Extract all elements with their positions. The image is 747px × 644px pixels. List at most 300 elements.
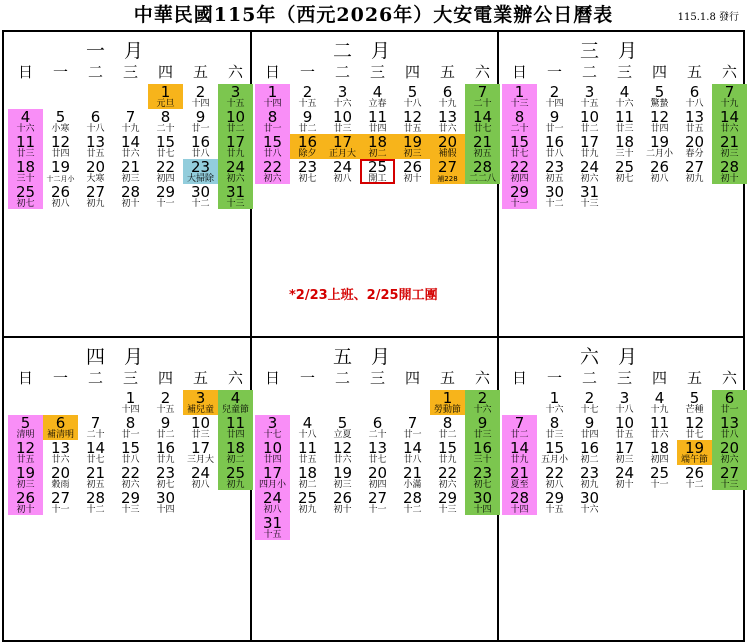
lunar-label: 廿九 xyxy=(580,149,599,159)
month-title-text: 一 月 xyxy=(86,40,144,62)
day-cell xyxy=(430,159,465,184)
lunar-label: 十六 xyxy=(16,124,35,134)
day-number: 11 xyxy=(614,109,635,126)
day-number: 19 xyxy=(50,159,71,176)
day-cell xyxy=(677,465,712,490)
day-cell xyxy=(183,390,218,415)
lunar-label: 初二 xyxy=(298,480,317,490)
day-cell xyxy=(113,390,148,415)
lunar-label: 芒種 xyxy=(685,405,704,415)
lunar-label: 十七 xyxy=(263,430,282,440)
day-number: 6 xyxy=(724,390,735,407)
lunar-label: 廿六 xyxy=(51,455,70,465)
weekday-header: 日 xyxy=(264,369,280,387)
lunar-label: 廿三 xyxy=(191,430,210,440)
lunar-label: 十五 xyxy=(226,99,245,109)
lunar-label: 廿二 xyxy=(298,124,317,134)
day-number: 1 xyxy=(442,390,453,407)
lunar-label: 十六 xyxy=(333,99,352,109)
day-cell xyxy=(43,109,78,134)
month-title-text: 六 月 xyxy=(580,346,638,368)
day-cell xyxy=(218,415,253,440)
day-number: 9 xyxy=(160,415,171,432)
lunar-label: 初二 xyxy=(226,455,245,465)
lunar-label: 初三 xyxy=(333,480,352,490)
day-number: 26 xyxy=(684,465,705,482)
day-cell xyxy=(537,84,572,109)
day-number: 10 xyxy=(579,109,600,126)
day-number: 30 xyxy=(190,184,211,201)
lunar-label: 十二 xyxy=(191,199,210,209)
day-cell xyxy=(148,159,183,184)
lunar-label: 初二 xyxy=(580,455,599,465)
day-cell xyxy=(607,134,642,159)
day-cell xyxy=(502,184,537,209)
lunar-label: 廿三 xyxy=(16,149,35,159)
day-cell xyxy=(8,440,43,465)
calendar-grid xyxy=(2,30,745,642)
day-cell xyxy=(148,465,183,490)
day-cell xyxy=(325,415,360,440)
lunar-label: 初六 xyxy=(720,455,739,465)
day-number: 15 xyxy=(437,440,458,457)
lunar-label: 十九 xyxy=(720,99,739,109)
day-cell xyxy=(395,134,430,159)
lunar-label: 初四 xyxy=(650,455,669,465)
weekday-header: 一 xyxy=(299,369,315,387)
weekday-header: 六 xyxy=(474,369,490,387)
day-number: 5 xyxy=(407,84,418,101)
lunar-label: 廿四 xyxy=(368,124,387,134)
day-number: 6 xyxy=(55,415,66,432)
day-cell xyxy=(395,465,430,490)
day-number: 4 xyxy=(20,109,31,126)
day-number: 29 xyxy=(437,490,458,507)
lunar-label: 廿四 xyxy=(580,430,599,440)
day-number: 2 xyxy=(160,390,171,407)
day-number: 1 xyxy=(160,84,171,101)
day-number: 14 xyxy=(402,440,423,457)
day-number: 25 xyxy=(614,159,635,176)
lunar-label: 十二 xyxy=(685,480,704,490)
day-cell xyxy=(148,390,183,415)
day-cell xyxy=(148,184,183,209)
day-cell xyxy=(218,390,253,415)
day-number: 27 xyxy=(50,490,71,507)
day-cell xyxy=(642,440,677,465)
lunar-label: 初九 xyxy=(226,480,245,490)
day-cell xyxy=(218,184,253,209)
lunar-label: 三十 xyxy=(473,455,492,465)
day-cell xyxy=(465,440,500,465)
lunar-label: 初六 xyxy=(226,174,245,184)
day-cell xyxy=(290,109,325,134)
day-cell xyxy=(325,440,360,465)
lunar-label: 初九 xyxy=(580,480,599,490)
lunar-label: 初十 xyxy=(121,199,140,209)
day-cell xyxy=(465,490,500,515)
lunar-label: 廿八 xyxy=(403,455,422,465)
day-number: 8 xyxy=(125,415,136,432)
day-number: 10 xyxy=(225,109,246,126)
day-number: 15 xyxy=(262,134,283,151)
month-title xyxy=(502,32,747,62)
day-number: 20 xyxy=(719,440,740,457)
day-cell xyxy=(325,134,360,159)
day-number: 18 xyxy=(225,440,246,457)
day-cell xyxy=(148,490,183,515)
day-cell xyxy=(78,490,113,515)
day-cell xyxy=(537,184,572,209)
day-number: 29 xyxy=(544,490,565,507)
day-number: 18 xyxy=(297,465,318,482)
weekday-header: 五 xyxy=(439,369,455,387)
day-cell xyxy=(502,465,537,490)
lunar-label: 廿六 xyxy=(438,124,457,134)
weekday-header: 四 xyxy=(404,369,420,387)
day-cell xyxy=(677,390,712,415)
day-number: 28 xyxy=(120,184,141,201)
day-cell xyxy=(148,134,183,159)
day-number: 1 xyxy=(267,84,278,101)
day-cell xyxy=(43,159,78,184)
day-cell xyxy=(360,440,395,465)
day-number: 24 xyxy=(262,490,283,507)
day-cell xyxy=(537,159,572,184)
day-cell xyxy=(183,159,218,184)
day-cell xyxy=(395,415,430,440)
lunar-label: 初九 xyxy=(298,505,317,515)
lunar-label: 十三 xyxy=(226,199,245,209)
day-cell xyxy=(183,184,218,209)
day-cell xyxy=(642,109,677,134)
day-number: 13 xyxy=(437,109,458,126)
day-cell xyxy=(183,465,218,490)
day-cell xyxy=(183,440,218,465)
lunar-label: 初七 xyxy=(156,480,175,490)
day-number: 11 xyxy=(649,415,670,432)
day-cell xyxy=(218,84,253,109)
day-number: 5 xyxy=(55,109,66,126)
day-number: 8 xyxy=(442,415,453,432)
lunar-label: 廿九 xyxy=(438,455,457,465)
lunar-label: 補兒童 xyxy=(186,405,214,415)
day-number: 10 xyxy=(190,415,211,432)
lunar-label: 廿二 xyxy=(438,430,457,440)
day-cell xyxy=(430,465,465,490)
day-cell xyxy=(148,84,183,109)
lunar-label: 十四 xyxy=(263,99,282,109)
day-cell xyxy=(325,84,360,109)
day-number: 14 xyxy=(509,440,530,457)
day-cell xyxy=(78,415,113,440)
lunar-label: 廿四 xyxy=(51,149,70,159)
day-cell xyxy=(290,440,325,465)
day-cell xyxy=(537,440,572,465)
day-number: 29 xyxy=(509,184,530,201)
day-number: 19 xyxy=(684,440,705,457)
weekday-header: 五 xyxy=(192,63,208,81)
day-cell xyxy=(607,390,642,415)
lunar-label: 廿二 xyxy=(580,124,599,134)
day-cell xyxy=(430,134,465,159)
day-number: 8 xyxy=(160,109,171,126)
day-cell xyxy=(502,109,537,134)
day-number: 25 xyxy=(649,465,670,482)
day-cell xyxy=(113,490,148,515)
lunar-label: 初九 xyxy=(685,174,704,184)
day-number: 12 xyxy=(332,440,353,457)
day-number: 3 xyxy=(195,390,206,407)
day-number: 3 xyxy=(230,84,241,101)
lunar-label: 補清明 xyxy=(46,430,74,440)
day-cell xyxy=(607,84,642,109)
lunar-label: 初三 xyxy=(615,455,634,465)
day-number: 25 xyxy=(297,490,318,507)
day-cell xyxy=(255,465,290,490)
day-cell xyxy=(113,159,148,184)
weekday-header: 六 xyxy=(721,369,737,387)
day-cell xyxy=(465,134,500,159)
lunar-label: 十四 xyxy=(510,505,529,515)
day-cell xyxy=(113,440,148,465)
lunar-label: 二十 xyxy=(86,430,105,440)
day-number: 22 xyxy=(262,159,283,176)
day-cell xyxy=(395,109,430,134)
weekday-header: 四 xyxy=(404,63,420,81)
lunar-label: 二十 xyxy=(473,99,492,109)
day-cell xyxy=(8,465,43,490)
day-cell xyxy=(572,440,607,465)
day-number: 11 xyxy=(297,440,318,457)
day-cell xyxy=(607,159,642,184)
day-cell xyxy=(183,134,218,159)
day-number: 13 xyxy=(50,440,71,457)
day-number: 28 xyxy=(402,490,423,507)
day-cell xyxy=(43,440,78,465)
day-cell xyxy=(325,465,360,490)
lunar-label: 二十 xyxy=(156,124,175,134)
day-cell xyxy=(465,390,500,415)
lunar-label: 廿七 xyxy=(473,124,492,134)
issue-date: 115.1.8 發行 xyxy=(677,12,739,23)
lunar-label: 十四 xyxy=(473,505,492,515)
lunar-label: 初八 xyxy=(51,199,70,209)
month-title xyxy=(8,32,253,62)
day-cell xyxy=(712,440,747,465)
day-cell xyxy=(78,109,113,134)
day-number: 21 xyxy=(85,465,106,482)
day-cell xyxy=(502,415,537,440)
day-cell xyxy=(218,465,253,490)
day-number: 13 xyxy=(367,440,388,457)
lunar-label: 十八 xyxy=(685,99,704,109)
day-number: 29 xyxy=(155,184,176,201)
weekday-header: 三 xyxy=(616,369,632,387)
day-number: 2 xyxy=(195,84,206,101)
day-number: 21 xyxy=(402,465,423,482)
lunar-label: 小寒 xyxy=(51,124,70,134)
lunar-label: 廿八 xyxy=(545,149,564,159)
day-cell xyxy=(183,415,218,440)
lunar-label: 廿八 xyxy=(191,149,210,159)
weekday-header: 六 xyxy=(227,63,243,81)
lunar-label: 初五 xyxy=(473,149,492,159)
weekday-header: 日 xyxy=(511,369,527,387)
day-number: 11 xyxy=(367,109,388,126)
day-cell xyxy=(430,84,465,109)
month-title xyxy=(255,338,500,368)
lunar-label: 廿六 xyxy=(650,430,669,440)
day-number: 14 xyxy=(85,440,106,457)
day-cell xyxy=(8,415,43,440)
lunar-label: 十八 xyxy=(86,124,105,134)
weekday-header: 五 xyxy=(686,369,702,387)
day-number: 31 xyxy=(579,184,600,201)
day-cell xyxy=(290,490,325,515)
day-cell xyxy=(430,390,465,415)
day-number: 15 xyxy=(120,440,141,457)
day-cell xyxy=(677,415,712,440)
day-number: 6 xyxy=(442,84,453,101)
day-number: 13 xyxy=(85,134,106,151)
day-cell xyxy=(113,134,148,159)
day-number: 27 xyxy=(85,184,106,201)
lunar-label: 廿六 xyxy=(121,149,140,159)
day-cell xyxy=(360,490,395,515)
day-number: 9 xyxy=(477,415,488,432)
day-cell xyxy=(43,490,78,515)
day-cell xyxy=(290,134,325,159)
month-title xyxy=(502,338,747,368)
day-cell xyxy=(642,134,677,159)
lunar-label: 十八 xyxy=(298,430,317,440)
weekday-header: 日 xyxy=(264,63,280,81)
lunar-label: 補假 xyxy=(438,149,457,159)
day-number: 19 xyxy=(402,134,423,151)
day-number: 27 xyxy=(684,159,705,176)
day-number: 4 xyxy=(619,84,630,101)
day-cell xyxy=(572,159,607,184)
day-number: 26 xyxy=(649,159,670,176)
lunar-label: 十二月小 xyxy=(46,175,75,183)
lunar-label: 穀雨 xyxy=(51,480,70,490)
day-number: 9 xyxy=(195,109,206,126)
lunar-label: 初十 xyxy=(720,174,739,184)
lunar-label: 初七 xyxy=(16,199,35,209)
lunar-label: 十三 xyxy=(580,199,599,209)
day-cell xyxy=(290,465,325,490)
day-cell xyxy=(218,134,253,159)
day-cell xyxy=(218,109,253,134)
day-number: 8 xyxy=(549,415,560,432)
day-number: 11 xyxy=(225,415,246,432)
day-number: 28 xyxy=(719,159,740,176)
day-number: 15 xyxy=(509,134,530,151)
day-number: 22 xyxy=(155,159,176,176)
lunar-label: 廿五 xyxy=(685,124,704,134)
day-cell xyxy=(148,440,183,465)
day-number: 7 xyxy=(514,415,525,432)
day-cell xyxy=(255,159,290,184)
day-number: 26 xyxy=(50,184,71,201)
lunar-label: 廿八 xyxy=(263,149,282,159)
weekday-header: 五 xyxy=(192,369,208,387)
day-cell xyxy=(78,465,113,490)
day-cell xyxy=(360,84,395,109)
lunar-label: 補228 xyxy=(437,175,458,183)
day-cell xyxy=(572,465,607,490)
lunar-label: 廿九 xyxy=(226,149,245,159)
lunar-label: 廿七 xyxy=(685,430,704,440)
lunar-label: 初七 xyxy=(473,480,492,490)
lunar-label: 十三 xyxy=(438,505,457,515)
day-number: 28 xyxy=(472,159,493,176)
day-cell xyxy=(113,465,148,490)
weekday-header: 二 xyxy=(581,369,597,387)
day-number: 14 xyxy=(719,109,740,126)
day-number: 26 xyxy=(15,490,36,507)
weekday-header: 一 xyxy=(299,63,315,81)
day-number: 16 xyxy=(472,440,493,457)
day-number: 12 xyxy=(50,134,71,151)
day-cell xyxy=(255,440,290,465)
day-number: 6 xyxy=(689,84,700,101)
lunar-label: 廿八 xyxy=(121,455,140,465)
lunar-label: 二十 xyxy=(510,124,529,134)
lunar-label: 初十 xyxy=(16,505,35,515)
day-cell xyxy=(712,415,747,440)
lunar-label: 初六 xyxy=(263,174,282,184)
day-number: 12 xyxy=(649,109,670,126)
day-cell xyxy=(537,134,572,159)
lunar-label: 十六 xyxy=(580,505,599,515)
day-number: 20 xyxy=(85,159,106,176)
day-cell xyxy=(642,159,677,184)
day-number: 24 xyxy=(190,465,211,482)
lunar-label: 初十 xyxy=(403,174,422,184)
day-cell xyxy=(502,159,537,184)
lunar-label: 廿二 xyxy=(226,124,245,134)
day-cell xyxy=(465,84,500,109)
day-number: 18 xyxy=(15,159,36,176)
day-cell xyxy=(360,415,395,440)
weekday-header: 四 xyxy=(651,63,667,81)
day-number: 23 xyxy=(579,465,600,482)
day-cell xyxy=(537,465,572,490)
day-number: 5 xyxy=(689,390,700,407)
day-number: 7 xyxy=(125,109,136,126)
day-number: 21 xyxy=(509,465,530,482)
day-number: 21 xyxy=(120,159,141,176)
day-number: 23 xyxy=(190,159,211,176)
lunar-label: 初八 xyxy=(545,480,564,490)
lunar-label: 初三 xyxy=(121,174,140,184)
day-number: 9 xyxy=(302,109,313,126)
lunar-label: 廿二 xyxy=(510,430,529,440)
lunar-label: 初六 xyxy=(121,480,140,490)
lunar-label: 初十 xyxy=(615,480,634,490)
lunar-label: 十八 xyxy=(403,99,422,109)
day-cell xyxy=(325,490,360,515)
lunar-label: 廿三 xyxy=(545,430,564,440)
weekday-header: 六 xyxy=(227,369,243,387)
day-cell xyxy=(572,390,607,415)
day-number: 2 xyxy=(477,390,488,407)
lunar-label: 十二 xyxy=(86,505,105,515)
lunar-label: 初八 xyxy=(191,480,210,490)
weekday-header: 日 xyxy=(17,63,33,81)
